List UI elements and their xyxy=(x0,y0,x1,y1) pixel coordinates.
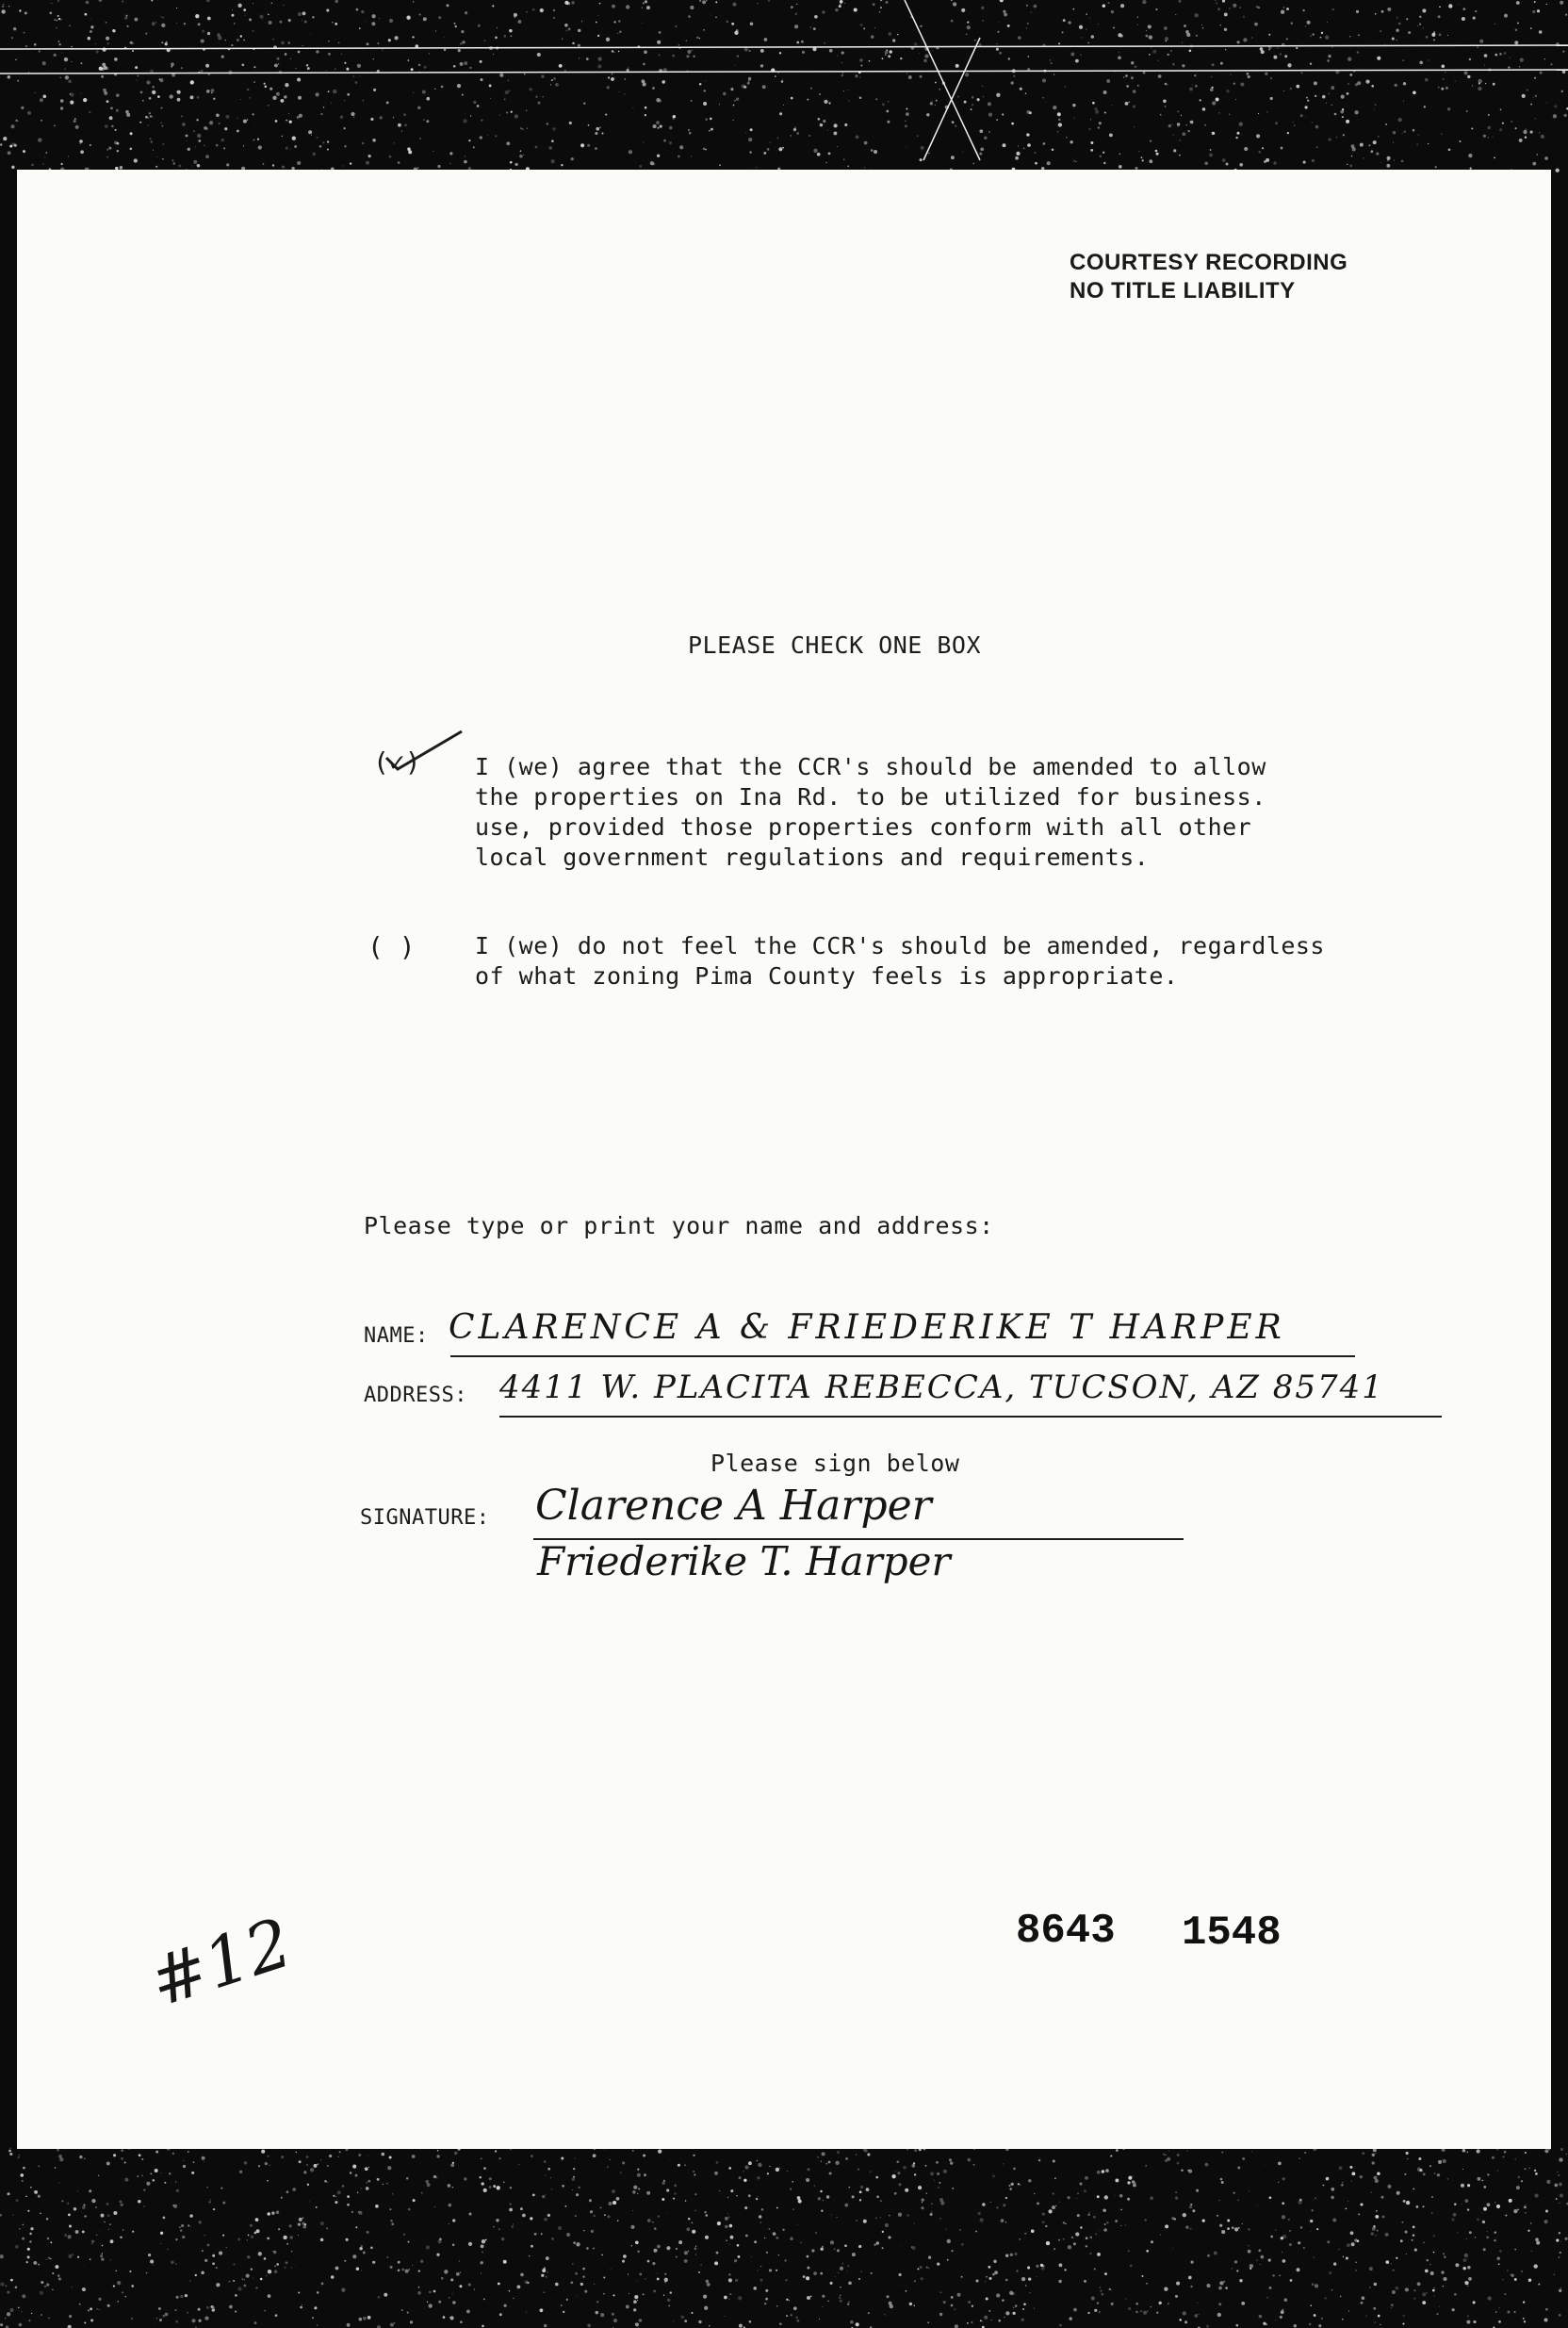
document-number: 8643 xyxy=(1016,1908,1116,1955)
option-agree-text: I (we) agree that the CCR's should be amended to allow the properties on Ina Rd. to be utilized for business. use, provided those properties conform with all other local government regulations and requirements. xyxy=(475,753,1266,871)
scan-noise-top xyxy=(0,0,1568,174)
print-name-prompt: Please type or print your name and address: xyxy=(364,1212,994,1239)
handwritten-note: #12 xyxy=(139,1902,302,2023)
name-underline xyxy=(450,1355,1355,1357)
address-label: ADDRESS: xyxy=(364,1384,467,1407)
signature-label: SIGNATURE: xyxy=(360,1506,490,1530)
signature-1: Clarence A Harper xyxy=(535,1482,932,1530)
name-label: NAME: xyxy=(364,1324,429,1348)
instruction-heading: PLEASE CHECK ONE BOX xyxy=(688,631,982,659)
courtesy-recording-stamp xyxy=(1070,249,1348,305)
stamp-line-1: COURTESY RECORDING xyxy=(1070,250,1348,275)
document-page xyxy=(17,170,1551,2149)
scan-noise-bottom xyxy=(0,2139,1568,2328)
stamp-line-2: NO TITLE LIABILITY xyxy=(1070,278,1296,303)
sign-below-prompt: Please sign below xyxy=(710,1450,960,1477)
address-underline xyxy=(499,1416,1442,1418)
option-agree-checkbox[interactable]: (✓) xyxy=(373,746,421,778)
address-value: 4411 W. PLACITA REBECCA, TUCSON, AZ 85741 xyxy=(499,1369,1384,1406)
option-disagree-checkbox[interactable]: ( ) xyxy=(368,931,416,962)
option-disagree-text: I (we) do not feel the CCR's should be amended, regardless of what zoning Pima County feels is appropriate. xyxy=(475,932,1325,990)
signature-2: Friederike T. Harper xyxy=(537,1538,951,1584)
check-mark-icon xyxy=(383,728,467,775)
page-number: 1548 xyxy=(1182,1910,1282,1957)
name-value: CLARENCE A & FRIEDERIKE T HARPER xyxy=(449,1308,1285,1347)
